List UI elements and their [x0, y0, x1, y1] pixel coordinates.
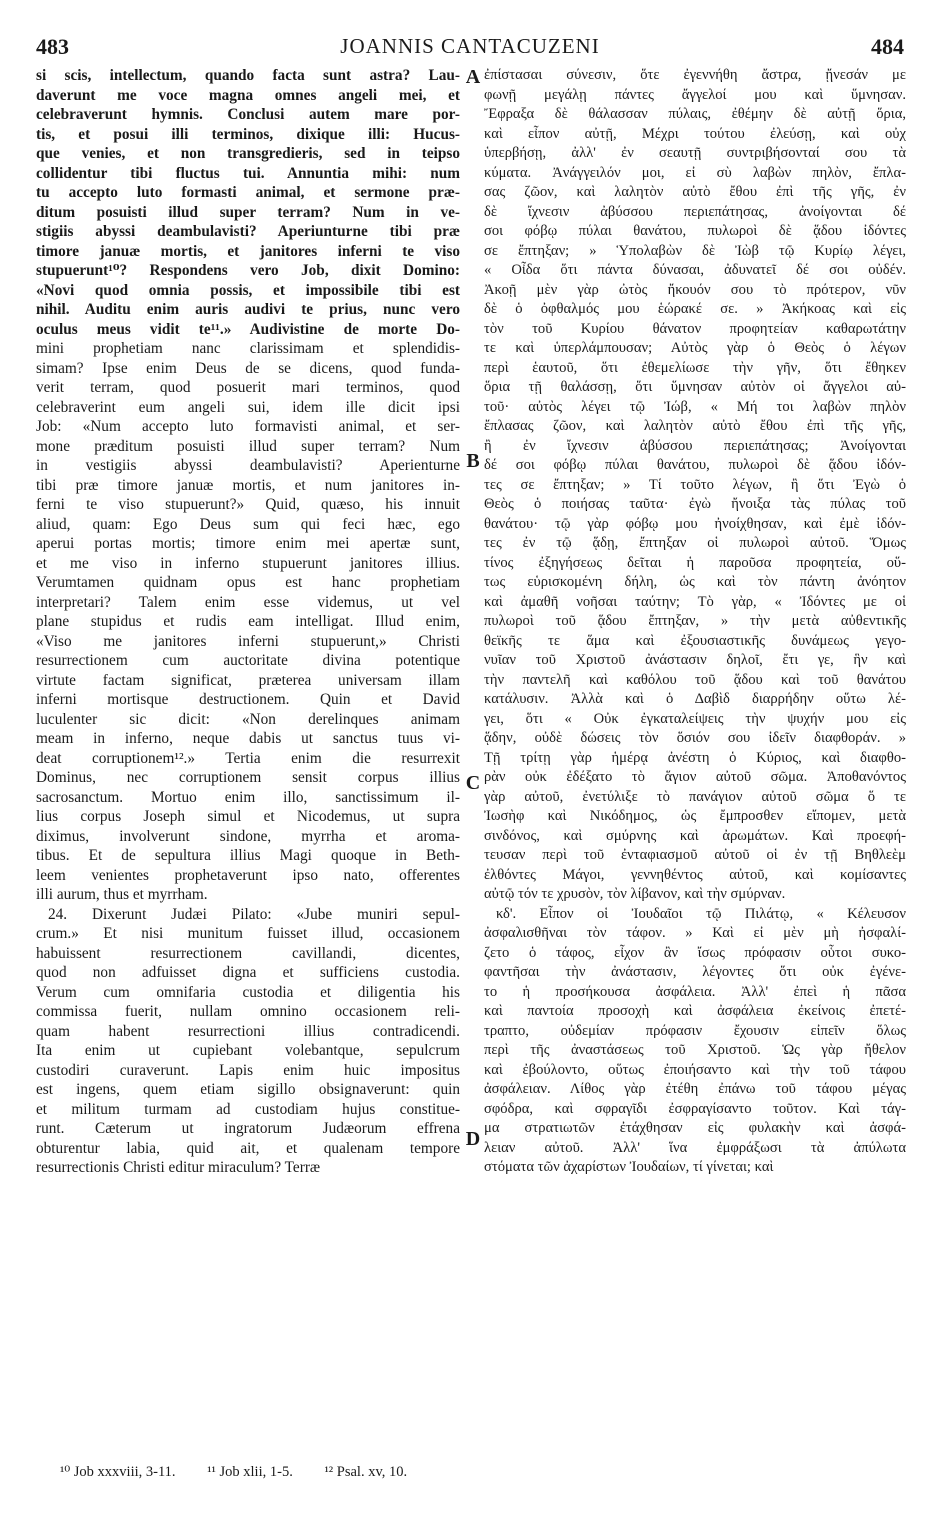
text-line: πυλωροὶ τοῦ ᾅδου ἔπτηξαν, » τὴν μετὰ αὐθεντικῆς [484, 613, 906, 629]
text-line: καὶ ἐβούλοντο, οὕτως ἐποιήσαντο καὶ τὴν τοῦ τάφου [484, 1061, 906, 1078]
text-line: resurrectionis Christi editur miraculum? Terræ [36, 1159, 321, 1176]
text-line: τευσαν περὶ τοῦ ἐνταφιασμοῦ αὐτοῦ οἱ ἐν τῇ Βηθλεὲμ [484, 847, 906, 863]
text-line: quam habent resurrectioni illius contradicendi. [36, 1022, 460, 1040]
text-line: κύματα. Ἀνάγγειλόν μοι, εἰ σὺ λαβὼν πηλὸν, ἔπλα- [484, 164, 906, 181]
text-line: lius corpus Joseph simul et Nicodemus, ut supra [36, 808, 460, 825]
text-line: mini prophetiam nanc clarissimam et splendidis- [36, 340, 460, 357]
text-line: Τῇ τρίτῃ γὰρ ἡμέρᾳ ἀνέστη ὁ Κύριος, καὶ διαφθο- [484, 749, 906, 766]
text-line: obturentur labia, quid ait, et qualenam tempore [36, 1139, 460, 1157]
text-line: ρὰν οὐκ ἐδέξατο τὸ ἅγιον αὐτοῦ σῶμα. Ἀποθανόντος [484, 769, 906, 785]
running-title: JOANNIS CANTACUZENI [340, 34, 600, 58]
text-line: plane stupidus et rudis eam intelligat. Illud enim, [36, 613, 460, 630]
text-line: φαντῆσαι τὴν ἀνάστασιν, λέγοντες ὅτι οὐκ ἐγένε- [484, 964, 906, 980]
text-line: στόματα τῶν ἀχαρίστων Ἰουδαίων, τί γίνεται; καὶ [484, 1159, 774, 1175]
text-line: Verum cum omnifaria custodia et diligentia his [36, 983, 460, 1001]
text-line: aliud, quam: Ego Deus sum qui feci hæc, ego [36, 515, 460, 533]
text-line: daverunt me voce magna omnes angeli mei, et [36, 86, 460, 104]
text-line: ditum posuisti illud super terram? Num in ve- [36, 203, 460, 221]
text-line: τες ἐν τῷ ᾅδῃ, ἔπτηξαν οἱ πυλωροὶ αὐτοῦ. Ὅμως [484, 535, 906, 551]
text-line: τὴν παντελῆ καὶ καθόλου τοῦ ᾅδου καὶ τοῦ θανάτου [484, 671, 906, 688]
text-line: Ἀκοῇ μὲν γὰρ ὠτὸς ἤκουόν σου τὸ πρότερον, νῦν [484, 281, 906, 298]
text-line: περὶ τῆς ἀναστάσεως τοῦ Χριστοῦ. Ὡς γὰρ ἤθελον [484, 1042, 906, 1058]
text-line: nihil. Auditu enim auris audivi te prius, nunc vero [36, 301, 460, 318]
text-line: stupuerunt¹⁰? Respondens vero Job, dixit Domino: [36, 262, 460, 279]
text-line: Dominus, nec corruptionem sensit corpus illius [36, 769, 460, 786]
section-marker-c: C [465, 772, 481, 794]
text-line: Ita enim ut cupiebant volebantque, sepulcrum [36, 1042, 460, 1059]
text-line: illi aurum, thus et myrrham. [36, 886, 208, 903]
text-line: ὅρια τῇ θαλάσσῃ, ὅτι ὕμνησαν αὐτὸν οἱ ἄγγελοι αὐ- [484, 379, 906, 395]
text-line: αὐτῷ τόν τε χρυσὸν, τὸν λίβανον, καὶ τὴν σμύρναν. [484, 886, 786, 902]
text-line: γὰρ αὐτοῦ, ἐνετύλιξε τὸ πανάγιον αὐτοῦ σῶμα ὅ τε [484, 788, 906, 805]
text-line: leem venientes prophetaverunt ipso nato, offerentes [36, 866, 460, 884]
text-line: Θεὸς ὁ ποιήσας ταῦτα· ἐγὼ ἤνοιξα τὰς πύλας τοῦ [484, 496, 906, 512]
section-marker-d: D [465, 1128, 481, 1150]
text-line: si scis, intellectum, quando facta sunt astra? Lau- [36, 67, 460, 84]
text-line: ᾅδην, οὐδὲ δώσεις τὸν ὅσιόν σου ἰδεῖν διαφθοράν. » [484, 730, 906, 746]
text-line: celebraverunt hymnis. Conclusi autem mare por- [36, 106, 460, 123]
text-line: ἔπλασας ζῶον, καὶ λαλητὸν αὐτὸ ἔθου ἐπὶ τῆς γῆς, [484, 418, 906, 434]
text-line: δέ σοι φόβῳ πύλαι θανάτου, πυλωροὶ δὲ ᾅδου ἰδόν- [484, 457, 906, 473]
text-line: celebraverint eum angeli sui, idem ille dicit ipsi [36, 398, 460, 416]
text-line: meam in inferno, neque dabis ut sanctus tuus vi- [36, 730, 460, 747]
text-line: καὶ εἶπον αὐτῇ, Μέχρι τούτου ἐλεύσῃ, καὶ οὐχ [484, 125, 906, 142]
section-marker-b: B [466, 450, 480, 472]
text-line: luculenter sic dicit: «Non derelinques animam [36, 710, 460, 728]
text-line: timore januæ mortis, et janitores inferni te viso [36, 242, 460, 260]
text-line: oculus meus vidit te¹¹.» Audivistine de morte Do- [36, 320, 460, 338]
text-line: tis, et posui illi terminos, dixique illi: Hucus- [36, 125, 460, 143]
text-line: deat corruptionem¹².» Tertia enim die resurrexit [36, 749, 460, 767]
text-line: aperui portas mortis; timore enim mei apertæ sunt, [36, 535, 460, 552]
text-line: interpretari? Talem enim esse videmus, ut vel [36, 593, 460, 611]
text-line: mone præditum posuisti illud super terram? Num [36, 437, 460, 455]
text-line: τε καὶ ὑπερλάμπουσαν; Αὐτὸς γὰρ ὁ Θεὸς ὁ λέγων [484, 340, 906, 356]
text-line: ἐλθόντες Μάγοι, γεννηθέντος αὐτοῦ, καὶ κομίσαντες [484, 866, 906, 883]
text-line: ἢ ἐν ἴχνεσιν ἀβύσσου περιεπάτησας; Ἀνοίγονται [484, 437, 906, 454]
text-line: σας ζῶον, καὶ λαλητὸν αὐτὸ ἔθου ἐπὶ τῆς γῆς, ἐν [484, 184, 906, 200]
text-line: tibus. Et de sepultura illius Magi quoque in Beth- [36, 847, 460, 864]
text-line: sacrosanctum. Mortuo enim illo, sanctissimum il- [36, 788, 460, 806]
text-line: σοι φόβῳ πύλαι θανάτου, πυλωροὶ δὲ ᾅδου ἰδόντες [484, 223, 906, 239]
text-line: καὶ παντοία προσοχὴ καὶ ἀσφάλεια ἐκείνοις ἐπετέ- [484, 1003, 906, 1019]
text-line: «Viso me janitores inferni stupuerunt,» Christi [36, 632, 460, 650]
text-line: Ἰωσὴφ καὶ Νικόδημος, ὡς ἔμπροσθεν εἴπομεν, μετὰ [484, 808, 906, 824]
text-line: τραπτο, οὐδεμίαν πρόφασιν ἔχουσιν εἰπεῖν ὅλως [484, 1022, 906, 1039]
text-line: θανάτου· τῷ γὰρ φόβῳ μου ἠνοίχθησαν, καὶ ἐμὲ ἰδόν- [484, 515, 906, 532]
page-number-left: 483 [36, 34, 69, 59]
text-line: custodiri curaverunt. Lapis enim huic impositus [36, 1061, 460, 1079]
text-line: ἀσφαλισθῆναι τὸν τάφον. » Καὶ εἰ μὲν μὴ ἠσφαλί- [484, 925, 906, 941]
text-line: τες σε ἔπτηξαν; » Τί τοῦτο λέγων, ἢ ὅτι Ἐγὼ ὁ [484, 476, 906, 493]
text-line: 24. Dixerunt Judæi Pilato: «Jube muniri sepul- [48, 905, 460, 923]
text-line: τοῦ· αὐτὸς λέγει τῷ Ἰώβ, « Μή τοι λαβὼν πηλὸν [484, 398, 906, 415]
latin-column [36, 66, 460, 1460]
text-line: inferni mortisque destructionem. Quin et David [36, 691, 460, 708]
text-line: ἀσφάλειαν. Λίθος γὰρ ἐτέθη ἐπάνω τοῦ τάφου μέγας [484, 1081, 906, 1097]
text-line: καὶ ἀμαθῆ νοῆσαι ταύτην; Τὸ γὰρ, « Ἰδόντες με οἱ [484, 593, 906, 610]
text-line: Job: «Num accepto luto formavisti animal, et ser- [36, 418, 460, 435]
text-line: in vestigiis abyssi deambulavisti? Aperienturne [36, 457, 460, 474]
text-line: λειαν αὐτοῦ. Ἀλλ' ἵνα ἐμφράξωσι τὰ ἀπύλωτα [484, 1139, 906, 1156]
text-line: νυῖαν τοῦ Χριστοῦ ἀνάστασιν δηλοῖ, ἔτι γε, ἣν καὶ [484, 652, 906, 668]
text-line: φωνῇ μεγάλῃ πάντες ἄγγελοί μου καὶ ὕμνησαν. [484, 86, 906, 103]
text-line: σινδόνος, καὶ σμύρνης καὶ ἀρωμάτων. Καὶ προεφή- [484, 827, 906, 844]
greek-column [484, 66, 906, 1460]
text-line: ferni te viso stupuerunt?» Quid, quæso, his innuit [36, 496, 460, 513]
text-line: θεϊκῆς τε ἅμα καὶ ἐξουσιαστικῆς δυνάμεως γεγο- [484, 632, 906, 649]
page-number-right: 484 [871, 34, 904, 59]
text-line: Ἔφραξα δὲ θάλασσαν πύλαις, ἐθέμην δὲ αὐτῇ ὅρια, [484, 106, 906, 122]
text-line: collidentur tibi fluctus tui. Annuntia mihi: num [36, 164, 460, 182]
text-line: μα στρατιωτῶν ἐτάχθησαν εἰς φυλακὴν καὶ ἀσφά- [484, 1120, 906, 1136]
footnote: ¹² Psal. xv, 10. [324, 1464, 408, 1480]
footnote: ¹¹ Job xlii, 1-5. [207, 1464, 293, 1480]
text-line: et me viso in inferno stupuerunt janitores illius. [36, 554, 460, 572]
section-marker-a: A [465, 66, 481, 88]
text-line: τως εὑρισκομένη δήλη, ὡς καὶ τὸν πάντη ἀνόητον [484, 574, 906, 590]
footnotes [60, 1461, 900, 1483]
text-line: quod non adfuisset digna et sufficiens custodia. [36, 964, 460, 981]
text-line: ἐπίστασαι σύνεσιν, ὅτε ἐγεννήθη ἄστρα, ᾔνεσάν με [484, 67, 906, 83]
text-line: « Οἶδα ὅτι πάντα δύνασαι, ἀδυνατεῖ δέ σοι οὐδέν. [484, 262, 906, 278]
text-line: habuissent resurrectionem cavillandi, dicentes, [36, 944, 460, 962]
text-line: τίνος ἐξηγήσεως δεῖται ἡ παροῦσα προφητεία, οὕ- [484, 554, 906, 571]
text-line: resurrectionem cum auctoritate divina potentique [36, 652, 460, 669]
text-line: δὲ ὁ ὀφθαλμός μου ἑώρακέ σε. » Ἀκήκοας καὶ εἰς [484, 301, 906, 317]
text-line: ζετο ὁ τάφος, εἶχον ἂν ἴσως πρόφασιν οὗτοι συκο- [484, 944, 906, 961]
text-line: verit terram, quod posuerit mari terminos, quod [36, 379, 460, 396]
text-line: Verumtamen quidnam opus est hanc prophetiam [36, 574, 460, 591]
text-line: commissa fuerit, nullam omnino occasionem reli- [36, 1003, 460, 1020]
text-line: σε ἔπτηξαν; » Ὑπολαβὼν δὲ Ἰὼβ τῷ Κυρίῳ λέγει, [484, 242, 906, 259]
text-line: diximus, involverunt sindone, myrrha et aroma- [36, 827, 460, 845]
text-line: simam? Ipse enim Deus de se dicens, quod funda- [36, 359, 460, 377]
text-line: runt. Cæterum ut ingratorum Judæorum effrena [36, 1120, 460, 1137]
text-line: tibi præ timore januæ mortis, et num janitores in- [36, 476, 460, 494]
text-line: τὸν τοῦ Κυρίου θάνατον προφητείαν καθαρωτάτην [484, 320, 906, 337]
footnote: ¹⁰ Job xxxviii, 3-11. [60, 1464, 176, 1480]
text-line: stigiis abyssi deambulavisti? Aperiunturne tibi præ [36, 223, 460, 240]
text-line: δὲ ἴχνεσιν ἀβύσσου περιεπάτησας, ἀνοίγονται δέ [484, 203, 906, 220]
text-line: σφόδρα, καὶ σφραγῖδι ἐσφραγίσαντο τοῦτον. Καὶ τάγ- [484, 1100, 906, 1117]
text-line: κδ'. Εἶπον οἱ Ἰουδαῖοι τῷ Πιλάτῳ, « Κέλευσον [496, 905, 906, 922]
text-line: que venies, et non transgredieris, sed in teipso [36, 145, 460, 162]
text-line: crum.» Et nisi munitum fuisset illud, occasionem [36, 925, 460, 942]
text-line: virtute factam significat, præterea universam illam [36, 671, 460, 689]
text-line: ὑπερβήσῃ, ἀλλ' ἐν σεαυτῇ συντριβήσονταί σου τὰ [484, 145, 906, 161]
text-line: κατάλυσιν. Ἀλλὰ καὶ ὁ Δαβὶδ διαρρήδην οὕτω λέ- [484, 691, 906, 707]
text-line: περὶ ἑαυτοῦ, ὅτι ἐθεμελίωσε τὴν γῆν, ὅτι ἔθηκεν [484, 359, 906, 376]
text-line: «Novi quod omnia possis, et impossibile tibi est [36, 281, 460, 299]
text-line: tu accepto luto formasti animal, et sermone præ- [36, 184, 460, 201]
text-line: est ingens, quem etiam sigillo obsignaverunt: quin [36, 1081, 460, 1098]
text-line: γει, ὅτι « Οὐκ ἐγκαταλείψεις τὴν ψυχήν μου εἰς [484, 710, 906, 727]
text-line: το ἡ προσήκουσα ἀσφάλεια. Ἀλλ' ἐπεὶ ἡ πᾶσα [484, 983, 906, 1000]
text-line: et militum turmam ad custodiam hujus constitue- [36, 1100, 460, 1118]
page-header [36, 34, 904, 62]
